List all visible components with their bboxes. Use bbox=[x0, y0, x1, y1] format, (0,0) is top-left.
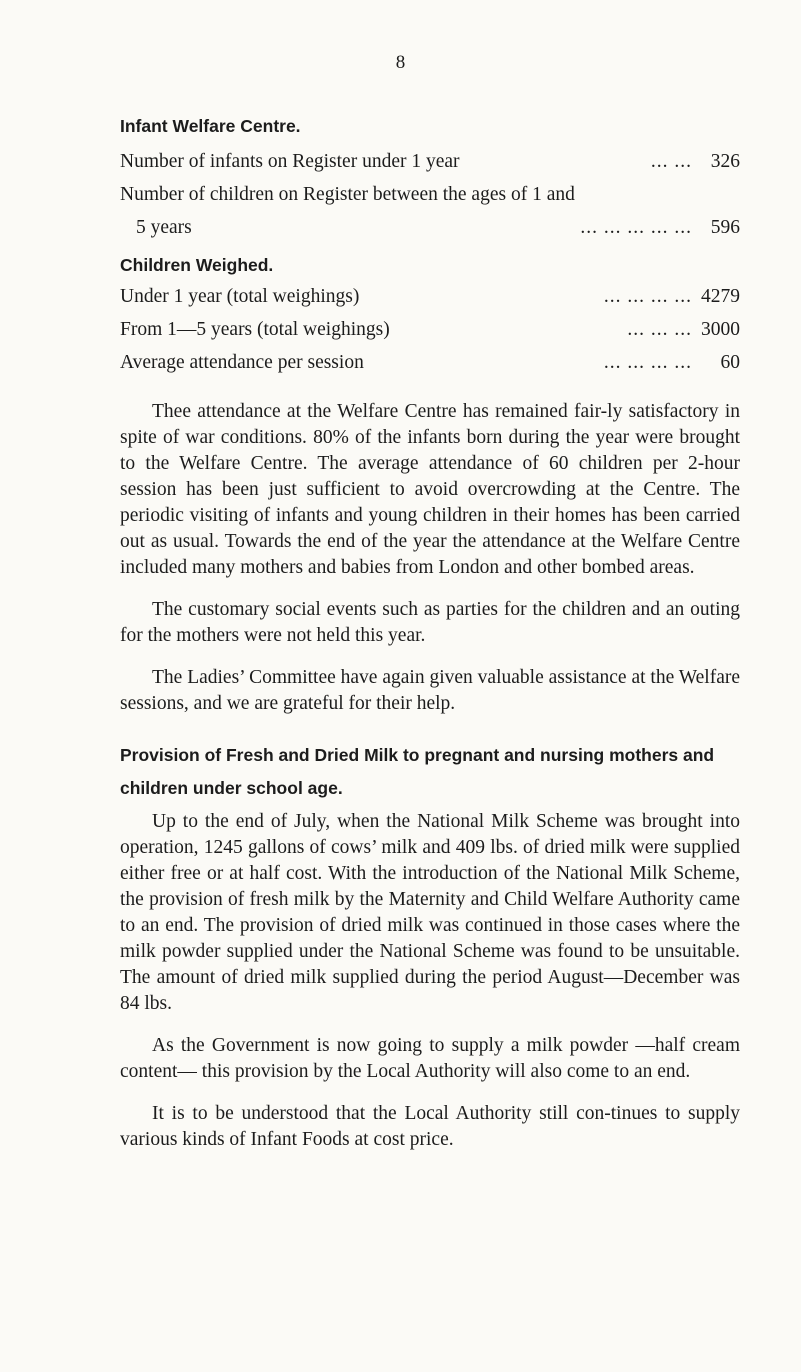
paragraph-milk-scheme: Up to the end of July, when the National Milk Scheme was brought into operation, 1245 gallons of cows’ milk and 409 lbs. of dried milk were supplied either free or at half cost. With the introduction of the National Milk Scheme, the provision of fresh milk by the Maternity and Child Welfare Authority came to an end. The provision of dried milk was continued in those cases where the milk powder supplied under the National Scheme was found to be unsuitable. The amount of dried milk supplied during the period August—December was 84 lbs. bbox=[120, 811, 740, 1014]
infant-welfare-heading: Infant Welfare Centre. bbox=[120, 116, 301, 136]
stat-label: 5 years bbox=[136, 217, 192, 238]
leader-dots: ... ... ... ... bbox=[603, 352, 692, 373]
stat-value: 3000 bbox=[701, 319, 740, 340]
stat-label: Under 1 year (total weighings) bbox=[120, 286, 360, 307]
stat-row-weighings-under-1 bbox=[120, 284, 740, 317]
children-weighed-heading: Children Weighed. bbox=[120, 255, 274, 275]
stat-row-weighings-1-5 bbox=[120, 317, 740, 350]
milk-section-heading: Provision of Fresh and Dried Milk to pregnant and nursing mothers and children under school age. bbox=[120, 745, 715, 798]
paragraph-attendance: Thee attendance at the Welfare Centre has remained fair-ly satisfactory in spite of war conditions. 80% of the infants born during the year were brought to the Welfare Centre. The average attendance of 60 children per 2-hour session has been just sufficient to avoid overcrowding at the Centre. The periodic visiting of infants and young children in their homes has been carried out as usual. Towards the end of the year the attendance at the Welfare Centre included many mothers and babies from London and other bombed areas. bbox=[120, 401, 740, 578]
paragraph-infant-foods: It is to be understood that the Local Authority still con-tinues to supply various kinds of Infant Foods at cost price. bbox=[120, 1103, 740, 1150]
page-content bbox=[120, 115, 740, 1153]
leader-dots: ... ... bbox=[650, 151, 692, 172]
stat-row-infants-under-1 bbox=[120, 149, 740, 182]
stat-label: From 1—5 years (total weighings) bbox=[120, 319, 390, 340]
paragraph-social-events: The customary social events such as parties for the children and an outing for the mothers were not held this year. bbox=[120, 599, 740, 646]
stat-row-average-attendance bbox=[120, 350, 740, 383]
stat-value: 4279 bbox=[701, 286, 740, 307]
stat-label: Number of infants on Register under 1 year bbox=[120, 151, 460, 172]
leader-dots: ... ... ... bbox=[627, 319, 692, 340]
stat-label: Average attendance per session bbox=[120, 352, 364, 373]
page-number: 8 bbox=[395, 52, 406, 73]
stat-label-children-line1: Number of children on Register between the ages of 1 and bbox=[120, 184, 575, 205]
stat-value: 60 bbox=[720, 352, 740, 373]
paragraph-ladies-committee: The Ladies’ Committee have again given valuable assistance at the Welfare sessions, and we are grateful for their help. bbox=[120, 667, 740, 714]
paragraph-milk-powder: As the Government is now going to supply a milk powder —half cream content— this provision by the Local Authority will also come to an end. bbox=[120, 1035, 740, 1082]
stat-value: 326 bbox=[710, 151, 740, 172]
stat-value: 596 bbox=[710, 217, 740, 238]
leader-dots: ... ... ... ... ... bbox=[580, 217, 692, 238]
leader-dots: ... ... ... ... bbox=[603, 286, 692, 307]
stat-row-children-1-5 bbox=[120, 215, 740, 248]
